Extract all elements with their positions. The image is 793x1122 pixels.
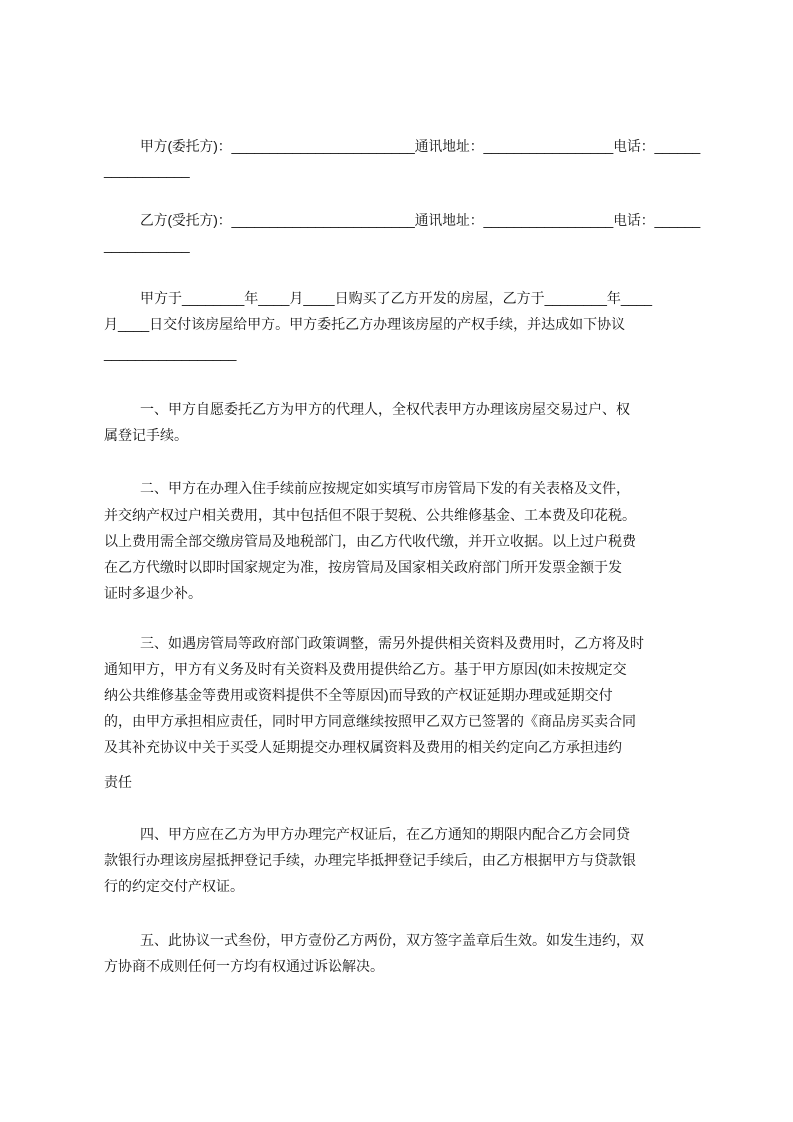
text-line: 属登记手续。 [104,427,188,443]
text-line: 甲方(委托方)：________________________通讯地址：_________________电话：______ [140,138,701,154]
text-line: 款银行办理该房屋抵押登记手续，办理完毕抵押登记手续后，由乙方根据甲方与贷款银 [104,852,636,868]
text-line: 在乙方代缴时以即时国家规定为准，按房管局及国家相关政府部门所开发票金额于发 [104,559,622,575]
text-line: 甲方于________年____月____日购买了乙方开发的房屋，乙方于________年____ [140,290,653,306]
text-line: 三、如遇房管局等政府部门政策调整，需另外提供相关资料及费用时，乙方将及时 [140,635,644,651]
text-line: ___________ [104,162,190,178]
text-line: 行的约定交付产权证。 [104,878,244,894]
text-line: 以上费用需全部交缴房管局及地税部门，由乙方代收代缴，并开立收据。以上过户税费 [104,533,636,549]
text-line: ___________ [104,237,190,253]
text-line: 二、甲方在办理入住手续前应按规定如实填写市房管局下发的有关表格及文件， [140,480,630,496]
text-line: _________________ [104,345,237,361]
text-line: 纳公共维修基金等费用或资料提供不全等原因)而导致的产权证延期办理或延期交付 [104,687,613,703]
text-line: 的，由甲方承担相应责任，同时甲方同意继续按照甲乙双方已签署的《商品房买卖合同 [104,713,636,729]
text-line: 证时多退少补。 [104,585,202,601]
text-line: 及其补充协议中关于买受人延期提交办理权属资料及费用的相关约定向乙方承担违约 [104,739,622,755]
text-line: 四、甲方应在乙方为甲方办理完产权证后，在乙方通知的期限内配合乙方会同贷 [140,826,630,842]
text-line: 月____日交付该房屋给甲方。甲方委托乙方办理该房屋的产权手续，并达成如下协议 [104,316,626,332]
text-line: 一、甲方自愿委托乙方为甲方的代理人，全权代表甲方办理该房屋交易过户、权 [140,401,630,417]
text-line: 五、此协议一式叁份，甲方壹份乙方两份，双方签字盖章后生效。如发生违约，双 [140,932,644,948]
text-line: 方协商不成则任何一方均有权通过诉讼解决。 [104,958,384,974]
text-line: 责任 [104,774,132,790]
text-line: 通知甲方，甲方有义务及时有关资料及费用提供给乙方。基于甲方原因(如未按规定交 [104,661,627,677]
text-line: 乙方(受托方)：________________________通讯地址：_________________电话：______ [140,212,701,228]
text-line: 并交纳产权过户相关费用，其中包括但不限于契税、公共维修基金、工本费及印花税。 [104,507,636,523]
